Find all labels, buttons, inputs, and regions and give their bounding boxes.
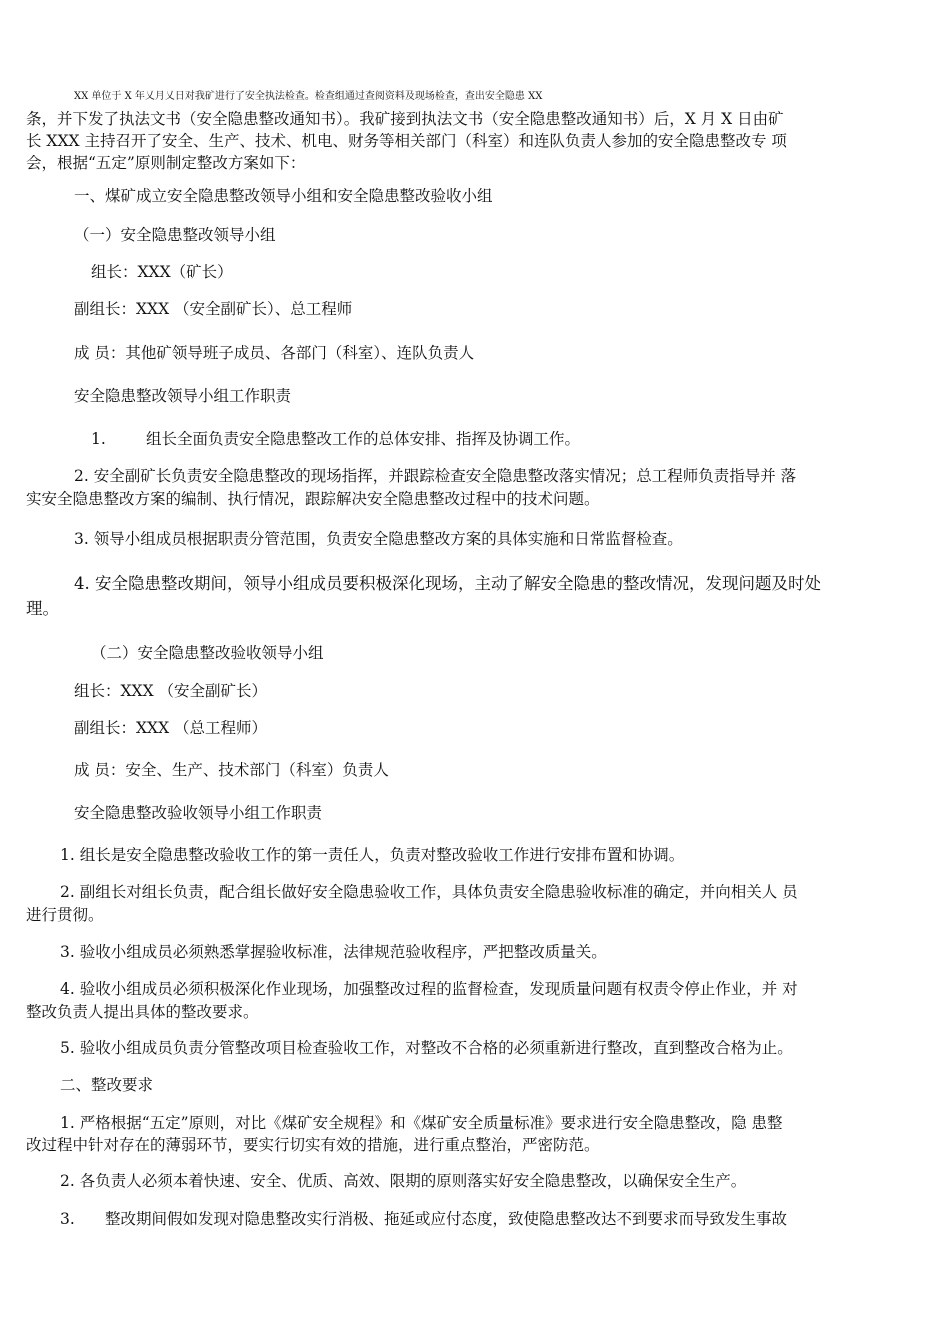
group-1-duty-2-line-1: 2. 安全副矿长负责安全隐患整改的现场指挥，并跟踪检查安全隐患整改落实情况；总工程师负责指导并 落	[74, 467, 797, 485]
group-2-members: 成 员：安全、生产、技术部门（科室）负责人	[74, 761, 389, 779]
group-1-duty-4-line-2: 理。	[26, 599, 59, 618]
group-2-deputy: 副组长：XXX （总工程师）	[74, 719, 268, 737]
requirement-3-text: 整改期间假如发现对隐患整改实行消极、拖延或应付态度，致使隐患整改达不到要求而导致发生事故	[105, 1210, 788, 1228]
group-2-duty-4-line-2: 整改负责人提出具体的整改要求。	[26, 1003, 259, 1021]
group-2-duty-4-line-1: 4. 验收小组成员必须积极深化作业现场，加强整改过程的监督检查，发现质量问题有权责令停止作业，并 对	[60, 980, 798, 998]
section-1-heading: 一、煤矿成立安全隐患整改领导小组和安全隐患整改验收小组	[74, 187, 493, 205]
group-2-leader: 组长：XXX （安全副矿长）	[74, 682, 268, 700]
group-1-deputy: 副组长：XXX （安全副矿长）、总工程师	[74, 300, 353, 318]
group-1-duty-1-number: 1.	[91, 430, 106, 448]
group-2-duty-2-line-2: 进行贯彻。	[26, 906, 104, 924]
group-1-duty-1-text: 组长全面负责安全隐患整改工作的总体安排、指挥及协调工作。	[146, 430, 581, 448]
group-2-duty-1: 1. 组长是安全隐患整改验收工作的第一责任人，负责对整改验收工作进行安排布置和协调。	[60, 846, 685, 864]
requirement-1-line-2: 改过程中针对存在的薄弱环节，要实行切实有效的措施，进行重点整治，严密防范。	[26, 1136, 600, 1154]
intro-line-2: 条，并下发了执法文书（安全隐患整改通知书）。我矿接到执法文书（安全隐患整改通知书）后，X 月 X 日由矿	[26, 110, 784, 128]
group-1-leader: 组长：XXX（矿长）	[91, 263, 233, 281]
group-1-duty-3: 3. 领导小组成员根据职责分管范围，负责安全隐患整改方案的具体实施和日常监督检查。	[74, 530, 683, 548]
group-1-duty-4-line-1: 4. 安全隐患整改期间，领导小组成员要积极深化现场，主动了解安全隐患的整改情况，发现问题及时处	[74, 574, 821, 593]
intro-line-4: 会，根据“五定”原则制定整改方案如下：	[26, 154, 306, 172]
group-1-duty-heading: 安全隐患整改领导小组工作职责	[74, 387, 292, 405]
group-1-duty-2-line-2: 实安全隐患整改方案的编制、执行情况，跟踪解决安全隐患整改过程中的技术问题。	[26, 490, 600, 508]
group-2-duty-5: 5. 验收小组成员负责分管整改项目检查验收工作，对整改不合格的必须重新进行整改，直到整改合格为止。	[60, 1039, 793, 1057]
intro-paragraph	[26, 86, 930, 174]
requirement-2: 2. 各负责人必须本着快速、安全、优质、高效、限期的原则落实好安全隐患整改，以确保安全生产。	[60, 1172, 747, 1190]
group-1-heading: （一）安全隐患整改领导小组	[74, 226, 276, 244]
intro-line-1: XX 单位于 X 年乂月乂日对我矿进行了安全执法检查。检查组通过查阅资料及现场检查，查出安全隐患 XX	[74, 91, 543, 102]
group-2-duty-heading: 安全隐患整改验收领导小组工作职责	[74, 804, 323, 822]
group-2-heading: （二）安全隐患整改验收领导小组	[91, 644, 324, 662]
requirement-3-number: 3.	[60, 1210, 75, 1228]
group-2-duty-2-line-1: 2. 副组长对组长负责，配合组长做好安全隐患验收工作，具体负责安全隐患验收标准的确定，并向相关人 员	[60, 883, 798, 901]
intro-line-3: 长 XXX 主持召开了安全、生产、技术、机电、财务等相关部门（科室）和连队负责人参加的安全隐患整改专 项	[26, 132, 787, 150]
section-2-heading: 二、整改要求	[60, 1076, 154, 1094]
requirement-1-line-1: 1. 严格根据“五定”原则，对比《煤矿安全规程》和《煤矿安全质量标准》要求进行安全隐患整改，隐 患整	[60, 1114, 783, 1132]
group-2-duty-3: 3. 验收小组成员必须熟悉掌握验收标准，法律规范验收程序，严把整改质量关。	[60, 943, 607, 961]
group-1-members: 成 员：其他矿领导班子成员、各部门（科室）、连队负责人	[74, 344, 475, 362]
